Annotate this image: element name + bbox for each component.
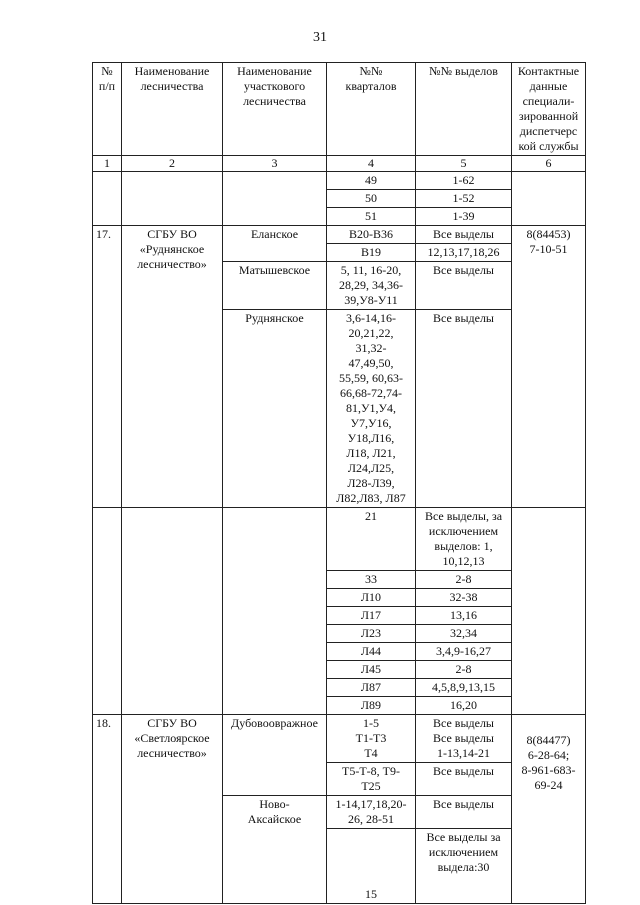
cell-line: Т5-Т-8, Т9- <box>342 764 400 778</box>
cell-line: Все выделы <box>432 227 494 241</box>
cell-line: Матышевское <box>238 263 311 277</box>
cell-line: 13,16 <box>450 608 477 622</box>
page-number: 31 <box>313 30 327 45</box>
cell-line: Все выделы <box>432 764 494 778</box>
cell-line: Л18, Л21, <box>346 446 396 460</box>
cell-line: Л45 <box>360 662 382 676</box>
cell-line: 2-8 <box>455 572 472 586</box>
cell-line: Л89 <box>360 698 382 712</box>
forestry-table <box>92 62 586 904</box>
vydel-cell <box>416 208 512 226</box>
header-cell-1 <box>93 63 122 156</box>
quarter-cell <box>327 310 416 508</box>
quarter-cell <box>327 262 416 310</box>
uchastok-name <box>223 262 327 310</box>
empty-contact-cell <box>512 508 586 715</box>
cell-line: Л24,Л25, <box>347 461 395 475</box>
empty-contact-cell <box>512 172 586 226</box>
cell-line: 66,68-72,74- <box>340 386 402 400</box>
cell-line: 8-961-683- <box>521 763 576 777</box>
quarter-cell <box>327 172 416 190</box>
quarter-cell <box>327 190 416 208</box>
cell-line: Наименование <box>134 64 210 78</box>
quarter-cell <box>327 679 416 697</box>
uchastok-name <box>223 796 327 904</box>
cell-line: В20-В36 <box>348 227 393 241</box>
entry-number <box>93 715 122 904</box>
col-number-5 <box>416 156 512 172</box>
cell-line: СГБУ ВО <box>147 716 197 730</box>
cell-line: 4,5,8,9,13,15 <box>432 680 495 694</box>
cell-line: Л23 <box>360 626 382 640</box>
cell-line: п/п <box>98 79 116 93</box>
cell-line: 1-52 <box>452 191 475 205</box>
cell-line: 3 <box>271 156 278 170</box>
cell-line: 1-39 <box>452 209 475 223</box>
cell-line: лесничество» <box>137 746 207 760</box>
quarter-cell <box>327 715 416 763</box>
empty-uchastok-cell <box>223 508 327 715</box>
cell-line: 2-8 <box>455 662 472 676</box>
uchastok-name <box>223 226 327 262</box>
vydel-cell <box>416 607 512 625</box>
vydel-cell <box>416 508 512 571</box>
vydel-cell <box>416 310 512 508</box>
cell-line: 4 <box>368 156 374 170</box>
empty-name-cell <box>122 508 223 715</box>
cell-line: Л44 <box>360 644 382 658</box>
empty-uchastok-cell <box>223 172 327 226</box>
cell-line: 32,34 <box>450 626 477 640</box>
forestry-name <box>122 226 223 508</box>
empty-name-cell <box>122 172 223 226</box>
vydel-cell <box>416 172 512 190</box>
quarter-cell <box>327 508 416 571</box>
cell-line: зированной <box>518 109 579 123</box>
cell-line: 55,59, 60,63- <box>339 371 403 385</box>
header-cell-6 <box>512 63 586 156</box>
cell-line: Все выделы <box>432 797 494 811</box>
cell-line: Т4 <box>364 746 378 760</box>
quarter-cell <box>327 226 416 244</box>
vydel-cell <box>416 679 512 697</box>
vydel-cell <box>416 190 512 208</box>
header-cell-2 <box>122 63 223 156</box>
cell-line: Т1-Т3 <box>355 731 387 745</box>
cell-line: 15 <box>365 887 377 901</box>
cell-line: «Руднянское <box>139 242 205 256</box>
cell-line: 16,20 <box>450 698 477 712</box>
col-number-2 <box>122 156 223 172</box>
cell-line: Л82,Л83, Л87 <box>336 491 406 505</box>
vydel-cell <box>416 643 512 661</box>
header-cell-3 <box>223 63 327 156</box>
cell-line: 8(84453) <box>526 227 571 241</box>
empty-num-cell <box>93 172 122 226</box>
cell-line: 1-13,14-21 <box>437 746 490 760</box>
cell-line: 1 <box>104 156 110 170</box>
cell-line: Все выделы <box>432 263 494 277</box>
cell-line: Л17 <box>360 608 382 622</box>
cell-line: У7,У16, <box>350 416 392 430</box>
cell-line: исключением <box>428 845 499 859</box>
vydel-cell <box>416 796 512 829</box>
cell-line: 47,49,50, <box>348 356 394 370</box>
cell-line: данные <box>529 79 568 93</box>
vydel-cell <box>416 262 512 310</box>
cell-line: Дубовоовражное <box>231 716 318 730</box>
quarter-cell <box>327 829 416 904</box>
cell-line: 49 <box>365 173 377 187</box>
vydel-cell <box>416 589 512 607</box>
cell-line: №№ <box>359 64 383 78</box>
col-number-3 <box>223 156 327 172</box>
vydel-cell <box>416 697 512 715</box>
col-number-1 <box>93 156 122 172</box>
cell-line: 5, 11, 16-20, <box>340 263 402 277</box>
col-number-4 <box>327 156 416 172</box>
vydel-cell <box>416 571 512 589</box>
cell-line: Л28-Л39, <box>347 476 395 490</box>
cell-line: 6-28-64; <box>527 748 570 762</box>
quarter-cell <box>327 244 416 262</box>
quarter-cell <box>327 625 416 643</box>
cell-line: 51 <box>365 209 377 223</box>
cell-line: В19 <box>360 245 381 259</box>
cell-line: №№ выделов <box>429 64 498 78</box>
uchastok-name <box>223 715 327 796</box>
cell-line: Все выделы за <box>426 830 501 844</box>
cell-line: 20,21,22, <box>348 326 394 340</box>
cell-line: Все выделы <box>432 311 494 325</box>
cell-line: 6 <box>545 156 552 170</box>
cell-line: кварталов <box>345 79 397 93</box>
entry-number <box>93 226 122 508</box>
cell-line: У18,Л16, <box>347 431 395 445</box>
cell-line: № <box>101 64 113 78</box>
cell-line: 21 <box>365 509 377 523</box>
forestry-name <box>122 715 223 904</box>
cell-line: 3,6-14,16- <box>346 311 396 325</box>
cell-line: 1-5 <box>363 716 379 730</box>
quarter-cell <box>327 796 416 829</box>
cell-line: выдела:30 <box>437 860 490 874</box>
cell-line: 31,32- <box>355 341 387 355</box>
cell-line: 33 <box>365 572 377 586</box>
cell-line: 8(84477) <box>526 733 571 747</box>
table-row <box>93 156 586 172</box>
cell-line: 12,13,17,18,26 <box>427 245 500 259</box>
empty-num-cell <box>93 508 122 715</box>
header-cell-5 <box>416 63 512 156</box>
cell-line: 32-38 <box>449 590 478 604</box>
cell-line: 81,У1,У4, <box>346 401 396 415</box>
cell-line: 2 <box>169 156 175 170</box>
uchastok-name <box>223 310 327 508</box>
table-row <box>93 63 586 156</box>
cell-line: Руднянское <box>245 311 304 325</box>
quarter-cell <box>327 697 416 715</box>
cell-line: 39,У8-У11 <box>344 293 398 307</box>
cell-line: 3,4,9-16,27 <box>436 644 491 658</box>
cell-line: исключением <box>428 524 499 538</box>
vydel-cell <box>416 244 512 262</box>
cell-line: Наименование <box>237 64 312 78</box>
vydel-cell <box>416 715 512 763</box>
cell-line: 7-10-51 <box>529 242 568 256</box>
cell-line: Л87 <box>360 680 382 694</box>
cell-line: 1-14,17,18,20- <box>335 797 407 811</box>
quarter-cell <box>327 607 416 625</box>
cell-line: лесничества <box>140 79 204 93</box>
table-row <box>93 715 586 763</box>
table-row <box>93 226 586 244</box>
col-number-6 <box>512 156 586 172</box>
header-cell-4 <box>327 63 416 156</box>
vydel-cell <box>416 226 512 244</box>
cell-line: кой службы <box>518 139 579 153</box>
quarter-cell <box>327 208 416 226</box>
cell-line: диспетчерс <box>519 124 578 138</box>
cell-line: Аксайское <box>247 812 302 826</box>
vydel-cell <box>416 829 512 904</box>
cell-line: Все выделы, за <box>424 509 503 523</box>
cell-line: Все выделы <box>432 731 494 745</box>
table-row <box>93 508 586 571</box>
cell-line: Ново- <box>259 797 290 811</box>
cell-line: Еланское <box>250 227 299 241</box>
quarter-cell <box>327 763 416 796</box>
vydel-cell <box>416 661 512 679</box>
quarter-cell <box>327 571 416 589</box>
cell-line: выделов: 1, <box>434 539 493 553</box>
cell-line: 5 <box>460 156 467 170</box>
cell-line: 18. <box>96 716 111 730</box>
vydel-cell <box>416 763 512 796</box>
cell-line: 10,12,13 <box>442 554 485 568</box>
cell-line: лесничества <box>243 94 306 108</box>
quarter-cell <box>327 661 416 679</box>
cell-line: Все выделы <box>432 716 494 730</box>
cell-line: лесничество» <box>137 257 207 271</box>
cell-line: 1-62 <box>452 173 475 187</box>
contact-cell <box>512 715 586 904</box>
cell-line: Т25 <box>361 779 381 793</box>
cell-line: 69-24 <box>534 778 563 792</box>
cell-line: СГБУ ВО <box>147 227 197 241</box>
cell-line: участкового <box>243 79 306 93</box>
cell-line: специали- <box>522 94 575 108</box>
table-row <box>93 172 586 190</box>
cell-line: 28,29, 34,36- <box>339 278 403 292</box>
cell-line: 50 <box>365 191 377 205</box>
cell-line: Л10 <box>360 590 382 604</box>
quarter-cell <box>327 643 416 661</box>
cell-line: 26, 28-51 <box>348 812 394 826</box>
table-body <box>93 63 586 904</box>
cell-line: 17. <box>96 227 111 241</box>
cell-line: Контактные <box>517 64 580 78</box>
contact-cell <box>512 226 586 508</box>
vydel-cell <box>416 625 512 643</box>
quarter-cell <box>327 589 416 607</box>
cell-line: «Светлоярское <box>134 731 210 745</box>
